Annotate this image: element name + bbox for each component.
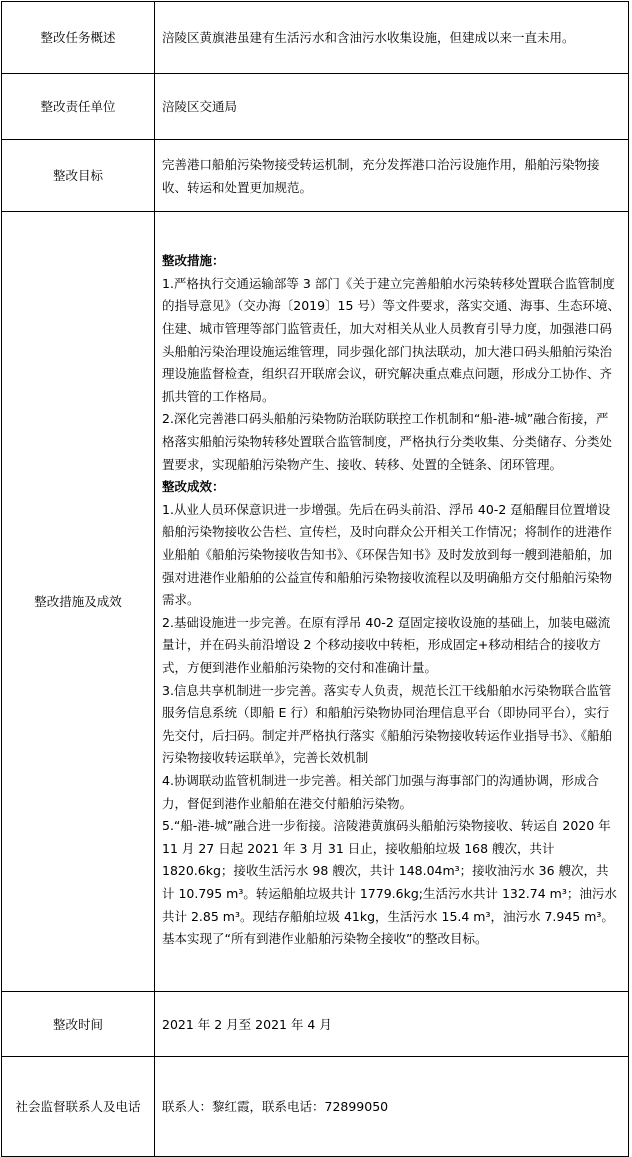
results-heading: 整改成效： <box>162 479 225 495</box>
rectification-table <box>1 1 629 1157</box>
results-item-3: 3.信息共享机制进一步完善。落实专人负责，规范长江干线船舶水污染物联合监管服务信息系统（即船 E 行）和船舶污染物协同治理信息平台（即协同平台），实行先交付，后扫码。制定并严格执行落实《船舶污染物接收转运作业指导书》、《船舶污染物接收转运联单》，完善长效机制 <box>162 682 613 766</box>
row-contact <box>2 1057 629 1157</box>
row-measures <box>2 212 629 992</box>
value-goal: 完善港口船舶污染物接受转运机制，充分发挥港口治污设施作用，船舶污染物接收、转运和处置更加规范。 <box>155 140 629 212</box>
results-item-5: 5.“船-港-城”融合进一步衔接。涪陵港黄旗码头船舶污染物接收、转运自 2020 年 11 月 27 日起 2021 年 3 月 31 日止，接收船舶垃圾 168 艘次，共计 1820.6kg；接收生活污水 98 艘次，共计 148.04m³；接收油污水 36 艘次，共计 10.795 m³。转运船舶垃圾共计 1779.6kg;生活污水共计 132.74 m³；油污水共计 2.85 m³。现结存船舶垃圾 41kg，生活污水 15.4 m³，油污水 7.945 m³。基本实现了“所有到港作业船舶污染物全接收”的整改目标。 <box>162 818 617 947</box>
label-time: 整改时间 <box>2 992 155 1057</box>
results-item-4: 4.协调联动监管机制进一步完善。相关部门加强与海事部门的沟通协调，形成合力，督促到港作业船舶在港交付船舶污染物。 <box>162 772 599 811</box>
label-measures: 整改措施及成效 <box>2 212 155 992</box>
label-contact: 社会监督联系人及电话 <box>2 1057 155 1157</box>
value-unit: 涪陵区交通局 <box>155 74 629 140</box>
label-goal: 整改目标 <box>2 140 155 212</box>
value-overview: 涪陵区黄旗港虽建有生活污水和含油污水收集设施，但建成以来一直未用。 <box>155 2 629 74</box>
measures-item-2: 2.深化完善港口码头船舶污染物防治联防联控工作机制和“船-港-城”融合衔接，严格落实船舶污染物转移处置联合监管制度，严格执行分类收集、分类储存、分类处置要求，实现船舶污染物产生、接收、转移、处置的全链条、闭环管理。 <box>162 411 613 472</box>
row-unit <box>2 74 629 140</box>
results-item-1: 1.从业人员环保意识进一步增强。先后在码头前沿、浮吊 40-2 趸船醒目位置增设船舶污染物接收公告栏、宣传栏，及时向群众公开相关工作情况；将制作的进港作业船舶《船舶污染物接收告知书》、《环保告知书》及时发放到每一艘到港船舶，加强对进港作业船舶的公益宣传和船舶污染物接收流程以及明确船方交付船舶污染物需求。 <box>162 501 613 608</box>
results-item-2: 2.基础设施进一步完善。在原有浮吊 40-2 趸固定接收设施的基础上，加装电磁流量计，并在码头前沿增设 2 个移动接收中转柜，形成固定+移动相结合的接收方式，方便到港作业船舶污染物的交付和准确计量。 <box>162 614 611 675</box>
measures-item-1: 1.严格执行交通运输部等 3 部门《关于建立完善船舶水污染转移处置联合监管制度的指导意见》（交办海〔2019〕15 号）等文件要求，落实交通、海事、生态环境、住建、城市管理等部门监管责任，加大对相关从业人员教育引导力度，加强港口码头船舶污染治理设施运维管理，同步强化部门执法联动，加大港口码头船舶污染治理设施监督检查，组织召开联席会议，研究解决重点难点问题，形成分工协作、齐抓共管的工作格局。 <box>162 275 620 404</box>
value-measures <box>155 212 629 992</box>
row-goal <box>2 140 629 212</box>
row-time <box>2 992 629 1057</box>
measures-heading: 整改措施： <box>162 253 225 269</box>
value-time: 2021 年 2 月至 2021 年 4 月 <box>155 992 629 1057</box>
row-overview <box>2 2 629 74</box>
value-contact: 联系人：黎红霞，联系电话：72899050 <box>155 1057 629 1157</box>
label-overview: 整改任务概述 <box>2 2 155 74</box>
label-unit: 整改责任单位 <box>2 74 155 140</box>
